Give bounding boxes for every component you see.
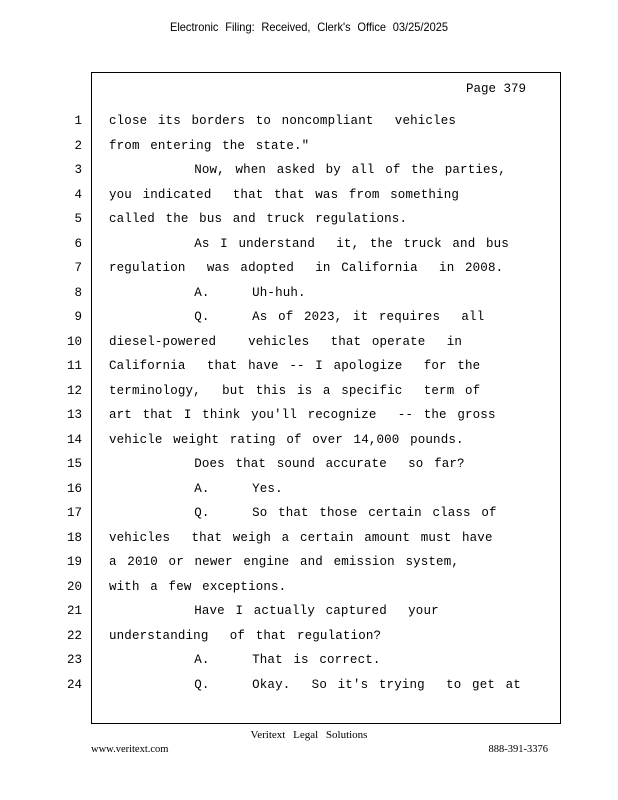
- line-number: 21: [66, 604, 82, 618]
- line-number: 13: [66, 408, 82, 422]
- transcript-line-text: you indicated that that was from something: [109, 187, 460, 202]
- transcript-line-text: Q. So that those certain class of: [109, 506, 497, 520]
- transcript-line-text: from entering the state.": [109, 138, 310, 153]
- line-number: 17: [66, 506, 82, 520]
- transcript-line-text: regulation was adopted in California in 2008.: [109, 261, 504, 275]
- line-number: 9: [74, 310, 82, 324]
- line-number: 14: [66, 432, 82, 447]
- line-number: 4: [74, 187, 82, 202]
- line-number: 8: [74, 285, 82, 300]
- footer-phone: 888-391-3376: [488, 744, 548, 755]
- transcript-line-text: As I understand it, the truck and bus: [109, 236, 509, 251]
- transcript-line-text: Q. As of 2023, it requires all: [109, 310, 485, 324]
- transcript-line-text: Have I actually captured your: [109, 604, 439, 618]
- transcript-line-text: vehicle weight rating of over 14,000 pounds.: [109, 432, 464, 447]
- line-number: 2: [74, 138, 82, 153]
- transcript-line-text: A. That is correct.: [109, 653, 381, 667]
- transcript-line-text: with a few exceptions.: [109, 579, 287, 594]
- transcript-line-text: Now, when asked by all of the parties,: [109, 163, 506, 177]
- filing-stamp-header: Electronic Filing: Received, Clerk's Office 03/25/2025: [169, 20, 449, 34]
- line-number: 5: [74, 212, 82, 226]
- transcript-line-text: Q. Okay. So it's trying to get at: [109, 677, 521, 692]
- line-number: 24: [66, 677, 82, 692]
- footer-company: Veritext Legal Solutions: [250, 729, 368, 741]
- transcript-line-text: terminology, but this is a specific term of: [109, 383, 481, 398]
- line-number: 10: [66, 334, 82, 349]
- line-number: 22: [66, 628, 82, 643]
- line-number: 18: [66, 530, 82, 545]
- line-number: 12: [66, 383, 82, 398]
- page-number: Page 379: [465, 82, 526, 96]
- line-number: 3: [74, 163, 82, 177]
- line-number: 15: [66, 457, 82, 471]
- transcript-line-text: a 2010 or newer engine and emission system,: [109, 555, 460, 569]
- transcript-line-text: Does that sound accurate so far?: [109, 457, 465, 471]
- transcript-line-text: A. Yes.: [109, 481, 283, 496]
- line-number: 6: [74, 236, 82, 251]
- line-number: 7: [74, 261, 82, 275]
- transcript-line-text: A. Uh-huh.: [109, 285, 306, 300]
- transcript-line-text: close its borders to noncompliant vehicles: [109, 114, 457, 128]
- transcript-line-text: California that have -- I apologize for the: [109, 359, 481, 373]
- line-number: 19: [66, 555, 82, 569]
- line-number: 11: [66, 359, 82, 373]
- transcript-line-text: art that I think you'll recognize -- the gross: [109, 408, 496, 422]
- transcript-line-text: understanding of that regulation?: [109, 628, 382, 643]
- transcript-line-text: called the bus and truck regulations.: [109, 212, 408, 226]
- transcript-line-text: diesel-powered vehicles that operate in: [109, 334, 463, 349]
- line-number: 23: [66, 653, 82, 667]
- footer-website: www.veritext.com: [91, 744, 169, 755]
- line-number: 20: [66, 579, 82, 594]
- line-number: 16: [66, 481, 82, 496]
- line-number: 1: [74, 114, 82, 128]
- transcript-line-text: vehicles that weigh a certain amount must have: [109, 530, 493, 545]
